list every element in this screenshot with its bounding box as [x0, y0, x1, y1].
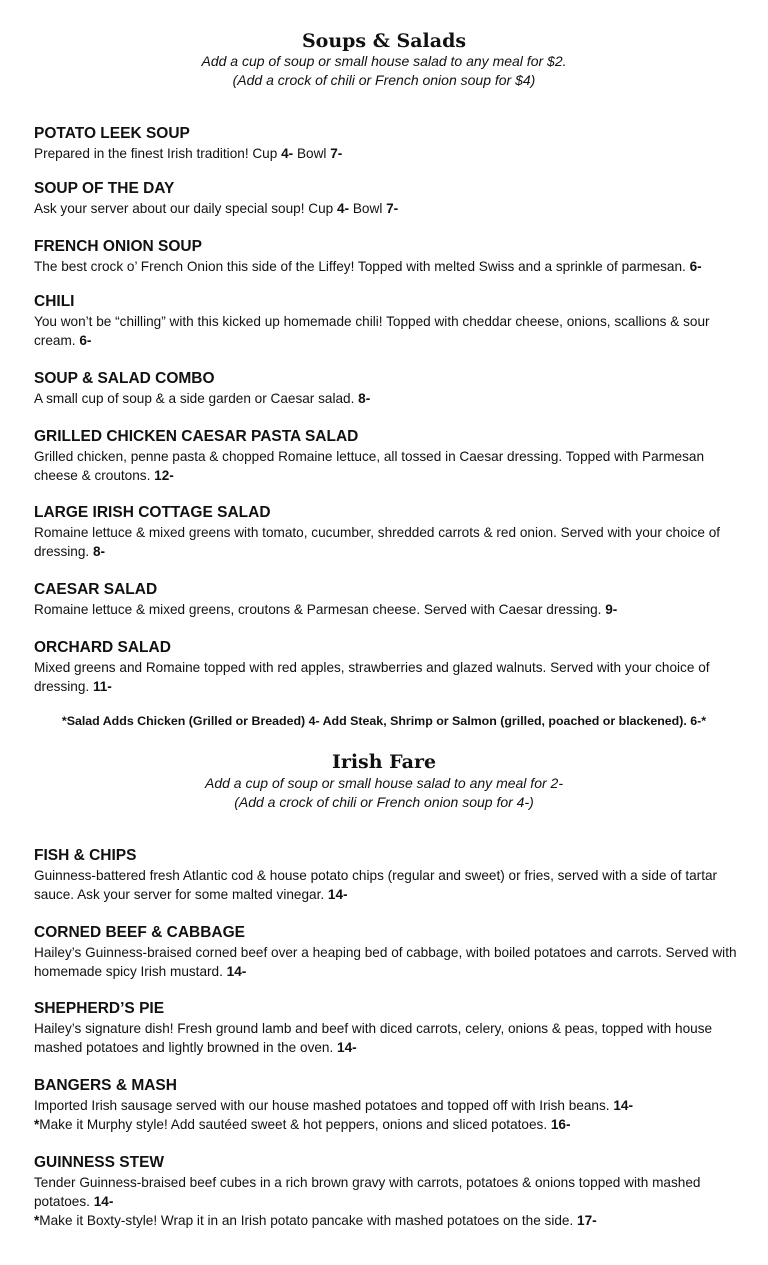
item-price: 14-	[327, 887, 348, 902]
item-description: Guinness-battered fresh Atlantic cod & house potato chips (regular and sweet) or fries, served with a side of tartar sauce. Ask your server for some malted vinegar. 14-	[34, 868, 718, 902]
item-price: 8-	[358, 391, 371, 406]
item-variant: *Make it Murphy style! Add sautéed sweet & hot peppers, onions and sliced potatoes. 16-	[34, 1117, 571, 1132]
item-price-bowl: 7-	[386, 201, 399, 216]
item-description: You won’t be “chilling” with this kicked up homemade chili! Topped with cheddar cheese, onions, scallions & sour cream. 6-	[34, 314, 710, 348]
item-price-cup: 4-	[281, 146, 294, 161]
menu-item-french-onion-soup	[34, 237, 744, 276]
menu-item-soup-salad-combo	[34, 369, 744, 408]
item-name: LARGE IRISH COTTAGE SALAD	[34, 504, 271, 521]
item-name: GUINNESS STEW	[34, 1154, 165, 1171]
item-description: Imported Irish sausage served with our house mashed potatoes and topped off with Irish beans. 14-	[34, 1098, 633, 1113]
item-description: Ask your server about our daily special soup! Cup 4- Bowl 7-	[34, 201, 399, 216]
irish-fare-subtitle-2: (Add a crock of chili or French onion soup for 4-)	[234, 794, 534, 810]
menu-item-caesar-salad	[34, 580, 744, 619]
item-variant-price: 16-	[550, 1117, 571, 1132]
item-name: FISH & CHIPS	[34, 847, 137, 864]
item-price: 14-	[226, 964, 247, 979]
soups-salads-subtitle-1: Add a cup of soup or small house salad to any meal for $2.	[201, 53, 567, 69]
menu-item-shepherds-pie	[34, 999, 744, 1057]
item-price: 9-	[605, 602, 618, 617]
menu-item-chili	[34, 292, 744, 350]
menu-item-potato-leek-soup	[34, 124, 744, 163]
item-name: ORCHARD SALAD	[34, 639, 171, 656]
menu-item-orchard-salad	[34, 638, 744, 696]
menu-item-bangers-mash	[34, 1076, 744, 1134]
menu-item-soup-of-the-day	[34, 179, 744, 218]
item-price: 6-	[79, 333, 92, 348]
menu-item-guinness-stew	[34, 1153, 744, 1230]
item-price-bowl: 7-	[330, 146, 343, 161]
item-description: Romaine lettuce & mixed greens, croutons & Parmesan cheese. Served with Caesar dressing. 9-	[34, 602, 618, 617]
soups-salads-subtitle-2: (Add a crock of chili or French onion soup for $4)	[232, 72, 536, 88]
menu-item-large-irish-cottage-salad	[34, 503, 744, 561]
item-name: CAESAR SALAD	[34, 581, 158, 598]
item-name: POTATO LEEK SOUP	[34, 125, 190, 142]
item-name: CHILI	[34, 293, 75, 310]
item-name: FRENCH ONION SOUP	[34, 238, 202, 255]
item-variant: *Make it Boxty-style! Wrap it in an Irish potato pancake with mashed potatoes on the side. 17-	[34, 1213, 597, 1228]
item-description: Romaine lettuce & mixed greens with tomato, cucumber, shredded carrots & red onion. Served with your choice of dressing. 8-	[34, 525, 721, 559]
item-description: A small cup of soup & a side garden or Caesar salad. 8-	[34, 391, 371, 406]
menu-item-fish-chips	[34, 846, 744, 904]
item-price-cup: 4-	[337, 201, 350, 216]
item-price: 8-	[92, 544, 106, 559]
item-description: The best crock o’ French Onion this side of the Liffey! Topped with melted Swiss and a sprinkle of parmesan. 6-	[34, 259, 702, 274]
menu-item-grilled-chicken-caesar-pasta-salad	[34, 427, 744, 485]
item-variant-price: 17-	[577, 1213, 597, 1228]
item-name: SOUP OF THE DAY	[34, 180, 175, 197]
menu-item-corned-beef-cabbage	[34, 923, 744, 981]
item-description: Grilled chicken, penne pasta & chopped Romaine lettuce, all tossed in Caesar dressing. Topped with Parmesan cheese & croutons. 12-	[34, 449, 705, 483]
item-price: 6-	[689, 259, 702, 274]
salad-adds-note: *Salad Adds Chicken (Grilled or Breaded) 4- Add Steak, Shrimp or Salmon (grilled, poached or blackened). 6-*	[61, 714, 707, 728]
item-name: BANGERS & MASH	[34, 1077, 177, 1094]
item-price: 14-	[93, 1194, 114, 1209]
item-description: Mixed greens and Romaine topped with red apples, strawberries and glazed walnuts. Served with your choice of dressing. 11-	[34, 660, 710, 694]
item-description: Prepared in the finest Irish tradition! Cup 4- Bowl 7-	[34, 146, 343, 161]
item-price: 11-	[92, 679, 112, 694]
item-name: GRILLED CHICKEN CAESAR PASTA SALAD	[34, 428, 359, 445]
irish-fare-title: Irish Fare	[331, 751, 437, 773]
item-description: Tender Guinness-braised beef cubes in a rich brown gravy with carrots, potatoes & onions topped with mashed potatoes. 14-	[34, 1175, 701, 1209]
item-description: Hailey’s Guinness-braised corned beef over a heaping bed of cabbage, with boiled potatoes and carrots. Served with homemade spicy Irish mustard. 14-	[34, 945, 737, 979]
irish-fare-subtitle-1: Add a cup of soup or small house salad to any meal for 2-	[205, 775, 563, 791]
item-price: 14-	[613, 1098, 633, 1113]
soups-salads-title: Soups & Salads	[301, 30, 467, 52]
item-name: CORNED BEEF & CABBAGE	[34, 924, 245, 941]
item-name: SHEPHERD’S PIE	[34, 1000, 165, 1017]
item-name: SOUP & SALAD COMBO	[34, 370, 215, 387]
item-price: 14-	[337, 1040, 357, 1055]
item-description: Hailey’s signature dish! Fresh ground lamb and beef with diced carrots, celery, onions & peas, topped with house mashed potatoes and lightly browned in the oven. 14-	[34, 1021, 713, 1055]
item-price: 12-	[154, 468, 174, 483]
